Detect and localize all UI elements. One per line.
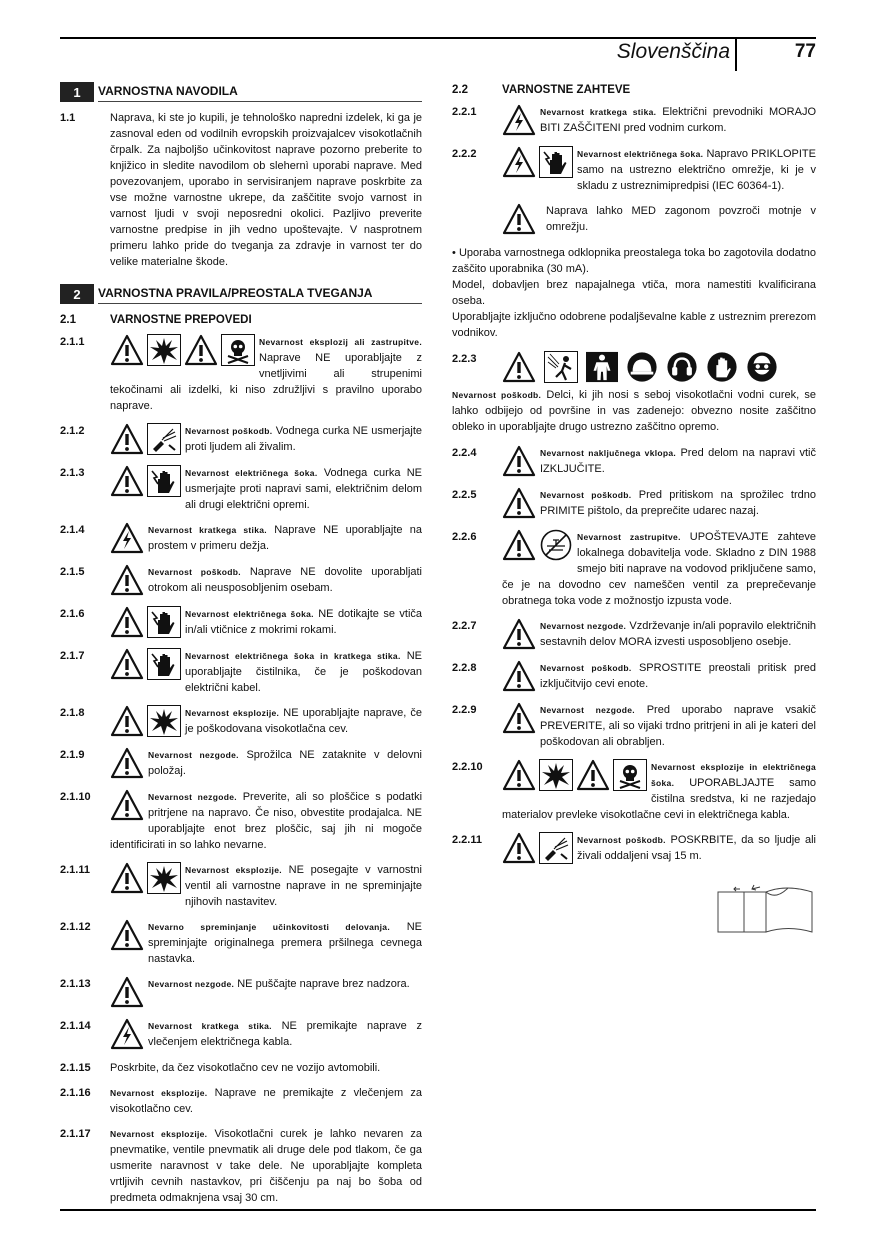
skull-icon bbox=[221, 334, 255, 366]
item-2-2-11 bbox=[452, 832, 816, 865]
icon-group bbox=[110, 976, 144, 1008]
warning-icon bbox=[110, 423, 144, 455]
item-number: 2.2.2 bbox=[452, 148, 477, 160]
subsection-number: 2.2 bbox=[452, 84, 468, 96]
section-title: VARNOSTNA NAVODILA bbox=[98, 82, 422, 102]
item-body bbox=[110, 919, 422, 967]
section-1-header bbox=[60, 82, 422, 102]
icon-group bbox=[110, 648, 181, 680]
icon-group bbox=[502, 146, 573, 178]
hazard-label: Nevarnost eksplozije. bbox=[185, 865, 282, 875]
item-number: 2.1.11 bbox=[60, 864, 90, 876]
item-text: Sprožilca NE zataknite v delovni položaj. bbox=[148, 749, 423, 777]
item-number-spacer bbox=[452, 203, 502, 236]
hazard-label: Nevarnost eksplozije in električnega šoka. bbox=[651, 762, 816, 788]
item-body bbox=[110, 862, 422, 910]
warning-icon bbox=[502, 702, 536, 734]
item-text: NE uporabljajte čistilnika, če je poškodovan električni kabel. bbox=[185, 650, 423, 694]
warning-icon bbox=[110, 862, 144, 894]
item-body bbox=[110, 522, 422, 555]
icon-group bbox=[110, 1018, 144, 1050]
hazard-label: Nevarnost nezgode. bbox=[540, 621, 627, 631]
warning-icon bbox=[110, 705, 144, 737]
item-body bbox=[502, 445, 816, 478]
item-text: POSKRBITE, da so ljudje ali živali oddaljeni vsaj 15 m. bbox=[577, 834, 816, 862]
item-2-2-5 bbox=[452, 487, 816, 520]
item-2-2-8 bbox=[452, 660, 816, 693]
icon-group bbox=[502, 832, 573, 864]
electric-hand-icon bbox=[539, 146, 573, 178]
item-body bbox=[110, 334, 422, 414]
explosion-icon bbox=[539, 759, 573, 791]
icon-group bbox=[502, 487, 536, 519]
item-2-2-4 bbox=[452, 445, 816, 478]
warning-icon bbox=[502, 351, 536, 383]
item-2-2-6 bbox=[452, 529, 816, 609]
warning-icon bbox=[502, 618, 536, 650]
hazard-label: Nevarnost naključnega vklopa. bbox=[540, 448, 677, 458]
item-body bbox=[110, 606, 422, 639]
item-text: NE premikajte naprave z vlečenjem električnega kabla. bbox=[148, 1020, 422, 1048]
note-line: • Uporaba varnostnega odklopnika preostalega toka bo zagotovila dodatno zaščito uporabnika (30 mA). bbox=[452, 247, 816, 275]
hazard-label: Nevarnost električnega šoka. bbox=[577, 149, 704, 159]
item-text: NE dotikajte se vtiča in/ali vtičnice z mokrimi rokami. bbox=[185, 608, 423, 636]
item-body bbox=[502, 660, 816, 693]
item-number: 2.1.6 bbox=[60, 608, 85, 620]
item-number: 2.2.1 bbox=[452, 106, 477, 118]
person-spray-icon bbox=[544, 351, 578, 383]
item-number: 2.1.14 bbox=[60, 1020, 91, 1032]
item-text: SPROSTITE preostali pritisk pred izključitvijo cevi enote. bbox=[540, 662, 816, 690]
item-body bbox=[502, 618, 816, 651]
item-text: Naprave NE dovolite uporabljati otrokom ali neusposobljenim osebam. bbox=[148, 566, 423, 594]
item-text: Vodnega curka NE usmerjajte proti napravi sami, električnim delom ali drugi električni opremi. bbox=[185, 467, 423, 511]
warning-icon bbox=[502, 445, 536, 477]
item-body bbox=[502, 759, 816, 823]
note-line: Uporabljajte izključno odobrene podaljševalne kable z ustreznim prerezom vodnikov. bbox=[452, 311, 816, 339]
item-body bbox=[110, 423, 422, 456]
warning-icon bbox=[110, 606, 144, 638]
item-number: 2.2.4 bbox=[452, 447, 477, 459]
item-2-1-10 bbox=[60, 789, 422, 853]
hazard-label: Nevarnost kratkega stika. bbox=[148, 1021, 272, 1031]
item-number: 2.1.13 bbox=[60, 978, 91, 990]
item-text: Delci, ki jih nosi s seboj visokotlačni vodni curek, se lahko odbijejo od površine in vas zadenejo: obvezno nosite zaščitno obleko in uporabljajte drugo ustrezno zaščitno opremo. bbox=[452, 389, 817, 433]
protective-suit-icon bbox=[586, 351, 618, 383]
item-body bbox=[502, 104, 816, 137]
item-2-2-10 bbox=[452, 759, 816, 823]
item-text: Napravo PRIKLOPITE samo na ustrezno električno omrežje, ki je v skladu z ustreznimipredpisi (IEC 60364-1). bbox=[577, 148, 816, 192]
left-column bbox=[60, 82, 422, 1215]
item-number: 2.1.2 bbox=[60, 425, 85, 437]
explosion-icon bbox=[147, 334, 181, 366]
item-number: 1.1 bbox=[60, 112, 76, 124]
ppe-icon-group bbox=[502, 351, 778, 383]
item-body bbox=[502, 146, 816, 194]
hazard-label: Nevarnost poškodb. bbox=[185, 426, 273, 436]
hazard-label: Nevarnost kratkega stika. bbox=[540, 107, 657, 117]
item-body bbox=[110, 648, 422, 696]
warning-icon bbox=[502, 529, 536, 561]
item-text: NE spreminjajte originalnega premera pršilnega cevnega nastavka. bbox=[148, 921, 422, 965]
item-body bbox=[502, 702, 816, 750]
item-text: Naprava, ki ste jo kupili, je tehnološko napredni izdelek, ki ga je zasnoval eden od vodilnih evropskih proizvajalcev visokotlačnih črpalk. Za najboljšo učinkovitost naprave pozorno preberite to knjižico in sledite navodilom ob slehernì uporabi naprave. Med povezovanjem, uporabo in servisiranjem naprave poskrbite za vse možne varnostne ukrepe, da zaščitite svojo varnost in varnost ljudi v svoji neposredni okolici. Pazljivo preverite varnostne predpise in jih vedno upoštevajte. V nasprotnem primeru lahko pride do tveganja za zdravje in varnost ter do velike materialne škode. bbox=[110, 112, 422, 268]
warning-icon bbox=[502, 759, 536, 791]
icon-group bbox=[110, 564, 144, 596]
subsection-2-1 bbox=[60, 314, 422, 326]
warning-icon bbox=[110, 465, 144, 497]
header-tick bbox=[735, 39, 737, 71]
item-2-1-13 bbox=[60, 976, 422, 1009]
warning-icon bbox=[110, 334, 144, 366]
item-text: Pred pritiskom na sprožilec trdno PRIMITE pištolo, da preprečite udarec nazaj. bbox=[540, 489, 817, 517]
section-number: 1 bbox=[60, 82, 94, 102]
footer-rule bbox=[60, 1209, 816, 1211]
hazard-label: Nevarnost eksplozije. bbox=[110, 1129, 208, 1139]
warning-icon bbox=[110, 976, 144, 1008]
item-text: Električni prevodniki MORAJO BITI ZAŠČITENI pred vodnim curkom. bbox=[540, 106, 816, 134]
item-text: NE posegajte v varnostni ventil ali varnostne naprave in ne spreminjajte njihovih nastavitev. bbox=[185, 864, 422, 908]
item-number: 2.2.5 bbox=[452, 489, 477, 501]
item-number: 2.1.5 bbox=[60, 566, 85, 578]
item-body bbox=[502, 203, 816, 236]
item-body bbox=[502, 529, 816, 609]
item-body bbox=[110, 564, 422, 597]
page-number: 77 bbox=[794, 41, 816, 62]
helmet-icon bbox=[626, 351, 658, 383]
skull-icon bbox=[613, 759, 647, 791]
item-text: NE uporabljajte naprave, če je poškodovana visokotlačna cev. bbox=[185, 707, 422, 735]
item-number: 2.2.9 bbox=[452, 704, 477, 716]
item-number: 2.2.6 bbox=[452, 531, 477, 543]
item-number: 2.2.8 bbox=[452, 662, 477, 674]
item-2-1-15 bbox=[60, 1060, 422, 1076]
warning-icon bbox=[110, 564, 144, 596]
item-2-2-1 bbox=[452, 104, 816, 137]
hazard-label: Nevarnost zastrupitve. bbox=[577, 532, 681, 542]
item-body bbox=[110, 1126, 422, 1206]
item-text: Visokotlačni curek je lahko nevaren za pnevmatike, ventile pnevmatik ali druge dele pod tlakom, če ga usmerite naravnost v take dele. Ne uporabljajte kompleta vrtljivih cevnih nastavkov, pri čiščenju pa naj bo šoba od predmeta odmaknjena vsaj 30 cm. bbox=[110, 1128, 422, 1204]
item-number: 2.1.12 bbox=[60, 921, 91, 933]
hazard-label: Nevarnost električnega šoka. bbox=[185, 468, 318, 478]
item-text: Naprave ne premikajte z vlečenjem za visokotlačno cev. bbox=[110, 1087, 422, 1115]
item-text: Pred uporabo naprave vsakič PREVERITE, ali so vijaki trdno pritrjeni in ali je kateri del poškodovan ali obrabljen. bbox=[540, 704, 816, 748]
spray-hand-icon bbox=[147, 423, 181, 455]
item-2-1-1 bbox=[60, 334, 422, 414]
rcd-note bbox=[452, 245, 816, 341]
item-text: Poskrbite, da čez visokotlačno cev ne vozijo avtomobili. bbox=[110, 1062, 381, 1074]
item-body bbox=[110, 747, 422, 780]
hazard-label: Nevarnost nezgode. bbox=[540, 705, 635, 715]
item-body bbox=[502, 832, 816, 865]
item-body bbox=[110, 1085, 422, 1117]
item-body bbox=[110, 1018, 422, 1051]
item-number: 2.2.10 bbox=[452, 761, 483, 773]
item-text: Preverite, ali so ploščice s podatki pritrjene na napravo. Če niso, obvestite prodajalca. NE uporabljajte enot brez ploščic, saj jih ni mogoče identificirati in so lahko nevarne. bbox=[110, 791, 423, 851]
item-2-1-12 bbox=[60, 919, 422, 967]
ear-protection-icon bbox=[666, 351, 698, 383]
item-number: 2.2.7 bbox=[452, 620, 477, 632]
electric-hand-icon bbox=[147, 648, 181, 680]
item-body bbox=[110, 465, 422, 513]
hazard-label: Nevarnost nezgode. bbox=[148, 979, 235, 989]
warning-icon bbox=[502, 660, 536, 692]
icon-group bbox=[110, 423, 181, 455]
icon-group bbox=[110, 334, 255, 366]
item-number: 2.1.17 bbox=[60, 1128, 91, 1140]
item-number: 2.1.7 bbox=[60, 650, 85, 662]
item-body bbox=[110, 976, 422, 1009]
electric-hand-icon bbox=[147, 606, 181, 638]
icon-group bbox=[110, 919, 144, 951]
icon-group bbox=[110, 606, 181, 638]
icon-group bbox=[502, 618, 536, 650]
item-2-1-14 bbox=[60, 1018, 422, 1051]
item-text: Naprave NE uporabljajte z vnetljivimi ali strupenimi tekočinami ali izdelki, ki niso združljivi s pravilno uporabo naprave. bbox=[110, 352, 422, 412]
item-2-1-3 bbox=[60, 465, 422, 513]
hazard-label: Nevarnost poškodb. bbox=[540, 663, 632, 673]
hazard-label: Nevarnost eksplozije. bbox=[185, 708, 280, 718]
warning-icon bbox=[110, 789, 144, 821]
warning-icon bbox=[110, 919, 144, 951]
item-2-1-7 bbox=[60, 648, 422, 696]
item-text: Vzdrževanje in/ali popravilo električnih sestavnih delov MORA izvesti usposobljeno osebje. bbox=[540, 620, 817, 648]
item-2-2-3-text bbox=[452, 387, 816, 435]
hazard-label: Nevarnost poškodb. bbox=[577, 835, 666, 845]
warning-icon bbox=[502, 832, 536, 864]
item-2-2-2-note bbox=[452, 203, 816, 236]
item-2-1-5 bbox=[60, 564, 422, 597]
item-2-1-8 bbox=[60, 705, 422, 738]
section-title: VARNOSTNA PRAVILA/PREOSTALA TVEGANJA bbox=[98, 284, 422, 304]
subsection-number: 2.1 bbox=[60, 314, 76, 326]
hazard-label: Nevarnost poškodb. bbox=[540, 490, 632, 500]
language-heading: Slovenščina bbox=[616, 40, 730, 63]
item-text: UPORABLJAJTE samo čistilna sredstva, ki ne razjedajo materialov prevleke visokotlačne cevi in električnega kabla. bbox=[502, 777, 817, 821]
hazard-label: Nevarnost električnega šoka. bbox=[185, 609, 314, 619]
item-1-1 bbox=[60, 110, 422, 270]
item-2-2-2 bbox=[452, 146, 816, 194]
electric-warning-icon bbox=[502, 146, 536, 178]
explosion-icon bbox=[147, 705, 181, 737]
item-text: Naprava lahko MED zagonom povzroči motnje v omrežju. bbox=[546, 205, 816, 233]
item-body bbox=[502, 487, 816, 520]
spray-hand-icon bbox=[539, 832, 573, 864]
icon-group bbox=[502, 529, 573, 561]
item-number: 2.1.9 bbox=[60, 749, 85, 761]
hazard-label: Nevarnost poškodb. bbox=[452, 390, 542, 400]
explosion-icon bbox=[147, 862, 181, 894]
right-column bbox=[452, 82, 816, 874]
subsection-title: VARNOSTNE ZAHTEVE bbox=[502, 84, 631, 96]
electric-warning-icon bbox=[110, 522, 144, 554]
item-2-2-3-icons bbox=[452, 351, 816, 383]
header-rule bbox=[60, 37, 816, 39]
subsection-title: VARNOSTNE PREPOVEDI bbox=[110, 314, 252, 326]
icon-group bbox=[502, 445, 536, 477]
item-number: 2.1.8 bbox=[60, 707, 85, 719]
warning-icon bbox=[110, 648, 144, 680]
electric-warning-icon bbox=[110, 1018, 144, 1050]
note-line: Model, dobavljen brez napajalnega vtiča, mora namestiti kvalificirana oseba. bbox=[452, 279, 816, 307]
item-number: 2.1.16 bbox=[60, 1087, 91, 1099]
backflow-valve-icon bbox=[539, 529, 573, 561]
item-2-1-4 bbox=[60, 522, 422, 555]
item-number: 2.1.15 bbox=[60, 1062, 91, 1074]
item-2-1-6 bbox=[60, 606, 422, 639]
item-body bbox=[110, 705, 422, 738]
icon-group bbox=[110, 747, 144, 779]
icon-group bbox=[502, 104, 536, 136]
item-text: Naprave NE uporabljajte na prostem v primeru dežja. bbox=[148, 524, 423, 552]
item-2-1-17 bbox=[60, 1126, 422, 1206]
electric-warning-icon bbox=[502, 104, 536, 136]
icon-group bbox=[110, 862, 181, 894]
icon-group bbox=[110, 522, 144, 554]
icon-group bbox=[110, 789, 144, 821]
item-2-2-9 bbox=[452, 702, 816, 750]
item-text: Vodnega curka NE usmerjajte proti ljudem ali živalim. bbox=[185, 425, 423, 453]
warning-icon bbox=[502, 487, 536, 519]
goggles-icon bbox=[746, 351, 778, 383]
icon-group bbox=[502, 660, 536, 692]
hazard-label: Nevarnost nezgode. bbox=[148, 792, 237, 802]
icon-group bbox=[110, 705, 181, 737]
warning-icon bbox=[184, 334, 218, 366]
item-2-1-2 bbox=[60, 423, 422, 456]
hazard-label: Nevarnost nezgode. bbox=[148, 750, 239, 760]
hazard-label: Nevarnost eksplozije. bbox=[110, 1088, 208, 1098]
warning-icon bbox=[110, 747, 144, 779]
gloves-icon bbox=[706, 351, 738, 383]
hazard-label: Nevarnost kratkega stika. bbox=[148, 525, 267, 535]
hazard-label: Nevarnost električnega šoka in kratkega stika. bbox=[185, 651, 401, 661]
hazard-label: Nevarnost eksplozij ali zastrupitve. bbox=[259, 337, 422, 347]
item-number: 2.1.10 bbox=[60, 791, 91, 803]
section-number: 2 bbox=[60, 284, 94, 304]
icon-group bbox=[502, 702, 536, 734]
electric-hand-icon bbox=[147, 465, 181, 497]
warning-icon bbox=[502, 203, 536, 235]
warning-icon bbox=[576, 759, 610, 791]
icon-group bbox=[502, 759, 647, 791]
item-body bbox=[110, 789, 422, 853]
hazard-label: Nevarnost poškodb. bbox=[148, 567, 241, 577]
item-2-1-9 bbox=[60, 747, 422, 780]
item-text: NE puščajte naprave brez nadzora. bbox=[237, 978, 410, 990]
icon-group bbox=[110, 465, 181, 497]
item-number: 2.2.11 bbox=[452, 834, 482, 846]
item-text: Pred delom na napravi vtič IZKLJUČITE. bbox=[540, 447, 816, 475]
item-number: 2.1.4 bbox=[60, 524, 85, 536]
icon-group bbox=[502, 203, 536, 235]
item-2-2-7 bbox=[452, 618, 816, 651]
subsection-2-2 bbox=[452, 84, 816, 96]
item-2-1-11 bbox=[60, 862, 422, 910]
item-2-1-16 bbox=[60, 1085, 422, 1117]
item-number: 2.1.1 bbox=[60, 336, 85, 348]
hazard-label: Nevarno spreminjanje učinkovitosti delovanja. bbox=[148, 922, 390, 932]
page-turn-icon bbox=[716, 880, 816, 935]
section-2-header bbox=[60, 284, 422, 304]
item-text: UPOŠTEVAJTE zahteve lokalnega dobavitelja vode. Skladno z DIN 1988 smejo biti naprave na vodovod priključene samo, če je na dovodno cev nameščen ventil za preprečevanje obratnega toka vode z možnostjo izpusta vode. bbox=[502, 531, 816, 607]
item-number: 2.1.3 bbox=[60, 467, 85, 479]
item-number: 2.2.3 bbox=[452, 353, 477, 365]
